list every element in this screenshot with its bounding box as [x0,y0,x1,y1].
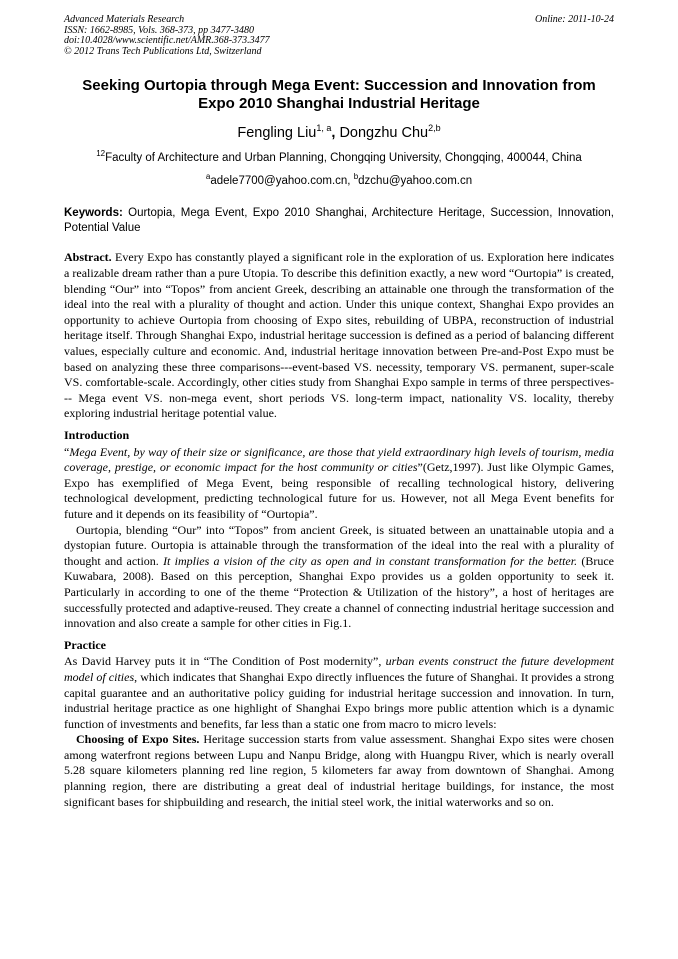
quoted-text: Mega Event, by way of their size or significance, are those that yield extraordinary high levels of tourism, media coverage, prestige, or economic impact for the host community or cities [64,444,614,475]
intro-paragraph [64,445,614,523]
section-heading-introduction: Introduction [64,428,130,443]
journal-header [64,15,614,57]
section-heading-practice: Practice [64,637,106,652]
paragraph-text: Heritage succession starts from value assessment. Shanghai Expo sites were chosen among waterfront regions between Lupu and Nanpu Bridge, along with Huangpu River, which is nearly overall 5.28 square kilometers planning red line region, 5 kilometers far away from downtown of Shanghai. Among planning region, there are distributing a great deal of industrial heritage buildings, for instance, the most significant bases for shipbuilding and research, the initial steel work, the initial waterworks and so on. [64,732,614,809]
practice-paragraph [64,732,614,810]
keywords [64,206,614,236]
abstract-text: Every Expo has constantly played a significant role in the exploration of us. Exploration here indicates a realizable dream rather than a pure Utopia. To describe this definition exactly, a new word “Ourtopia” is created, blending “Our” into “Topos” from ancient Greek, describing an attainable one through the transformation of the ideal into the real with a plurality of thought and action. Under this unique context, Shanghai Expo provides an opportunity to achieve Ourtopia from choosing of Expo sites, rebuilding of UBPA, reconstruction of industrial heritage itself. Through Shanghai Expo, industrial heritage succession is defined as a period of balancing different values, especially culture and economic. And, industrial heritage innovation between Pre-and-Post Expo must be based on analyzing these three comparisons---event-based VS. necessity, temporary VS. permanent, super-scale VS. comfortable-scale. Accordingly, other cities study from Shanghai Expo sample in terms of three perspectives--- Mega event VS. non-mega event, short periods VS. long-term impact, nationality VS. locality, thereby exploring industrial heritage potential value. [64,250,614,421]
online-date: Online: 2011-10-24 [535,14,614,25]
copyright-line: © 2012 Trans Tech Publications Ltd, Switzerland [64,45,262,57]
quote-mark: “ [64,444,70,459]
email-line [64,172,614,187]
paper-title: Seeking Ourtopia through Mega Event: Succession and Innovation from Expo 2010 Shanghai Industrial Heritage [82,77,596,112]
intro-paragraph [64,523,614,632]
author-name: Dongzhu Chu [339,124,429,141]
email-link[interactable]: dzchu@yahoo.com.cn [358,174,473,187]
keywords-label: Keywords: [64,207,123,220]
author-line [64,123,614,141]
doi-line: doi:10.4028/www.scientific.net/AMR.368-373.3477 [64,35,270,46]
affil-mark: 12 [96,148,106,158]
subsection-label: Choosing of Expo Sites. [76,732,200,747]
author-name: Fengling Liu [237,124,317,141]
paragraph-text: , which indicates that Shanghai Expo directly influences the future of Shanghai. It provides a strong capital guarantee and an authoritative policy guiding for industrial heritage succession and innovation. In turn, industrial heritage practice as one highlight of Shanghai Expo brings more public attention which is a dynamic function of investments and benefits, far less than a static one from macro to micro levels: [64,669,615,731]
abstract-label: Abstract. [64,250,112,265]
paragraph-text: As David Harvey puts it in “The Condition of Post modernity”, [64,654,386,669]
affiliation [64,149,614,164]
affil-text: Faculty of Architecture and Urban Planning, Chongqing University, Chongqing, 400044, China [105,151,582,164]
paragraph-text: (Bruce Kuwabara, 2008). Based on this perception, Shanghai Expo provides us a golden opportunity to seek it. Particularly in according to one of the theme “Protection & Utilization of the history”, a host of heritages are successfully protected and adaptive-reused. They create a channel of connecting industrial heritage succession and innovation and also create a sample for other cities in Fig.1. [64,553,614,631]
keywords-text: Ourtopia, Mega Event, Expo 2010 Shanghai, Architecture Heritage, Succession, Innovation, Potential Value [64,207,614,235]
practice-paragraph [64,654,614,732]
email-link[interactable]: adele7700@yahoo.com.cn, [210,174,351,187]
abstract [64,250,614,422]
email-mark: a [205,171,211,181]
issn-line: ISSN: 1662-8985, Vols. 368-373, pp 3477-3480 [64,24,254,36]
email-mark: b [353,171,359,181]
author-separator: , [331,124,340,141]
author-affil-mark: 2,b [428,123,441,133]
publication-info [64,15,270,57]
quoted-text: It implies a vision of the city as open and in constant transformation for the better. [163,553,578,568]
quoted-text: urban events construct the future development model of cities [64,654,614,684]
author-affil-mark: 1, a [316,123,332,133]
journal-name: Advanced Materials Research [64,14,185,25]
paragraph-text: ”(Getz,1997). Just like Olympic Games, Expo has exemplified of Mega Event, being responsible of recalling technological history, delivering technological development, predicting technological future for us. However, not all Mega Event benefits for future and it depends on its feasibility of “Ourtopia”. [64,460,614,521]
paragraph-text: Ourtopia, blending “Our” into “Topos” from ancient Greek, is situated between an unattainable utopia and a dystopian future. Ourtopia is attainable through the transformation of the ideal into the real with a plurality of thought and action. [64,522,614,568]
